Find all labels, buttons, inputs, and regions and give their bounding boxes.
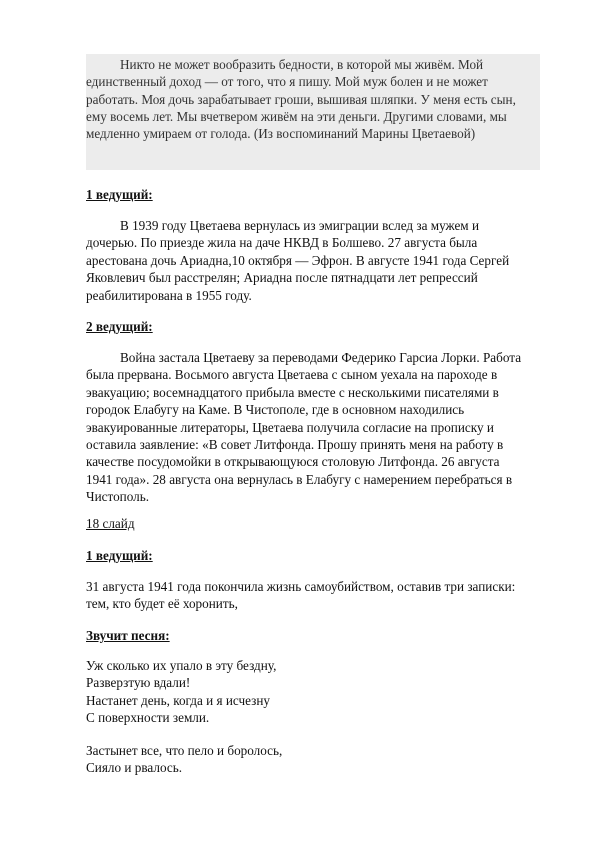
poem-line: Настанет день, когда и я исчезну [86, 692, 271, 708]
paragraph-line: тем, кто будет её хоронить, [86, 596, 238, 612]
quote-line: медленно умираем от голода. (Из воспоминаний Марины Цветаевой) [86, 126, 476, 142]
quote-paragraph [86, 56, 538, 142]
poem-line: Сияло и рвалось. [86, 760, 183, 776]
quote-line: единственный доход — от того, что я пишу. Мой муж болен и не может [86, 74, 488, 90]
poem-stanza-1 [86, 657, 546, 727]
quote-line: работать. Моя дочь зарабатывает гроши, вышивая шляпки. У меня есть сын, [86, 91, 516, 107]
paragraph-line: эвакуацию; восемнадцатого прибыла вместе с несколькими писателями в [86, 384, 499, 400]
paragraph-line: Война застала Цветаеву за переводами Федерико Гарсиа Лорки. Работа [120, 350, 522, 365]
paragraph-line: 31 августа 1941 года покончила жизнь самоубийством, оставив три записки: [86, 579, 516, 594]
poem-line: Уж сколько их упало в эту бездну, [86, 658, 277, 673]
quote-line: Никто не может вообразить бедности, в которой мы живём. Мой [120, 57, 484, 72]
quote-line: ему восемь лет. Мы вчетвером живём на эти деньги. Другими словами, мы [86, 108, 507, 124]
paragraph-line: реабилитирована в 1955 году. [86, 287, 252, 303]
section1-paragraph [86, 217, 546, 304]
poem-stanza-2 [86, 742, 546, 777]
poem-line: С поверхности земли. [86, 710, 210, 726]
paragraph-line: эвакуированные литераторы, Цветаева получила согласие на прописку и [86, 419, 494, 435]
paragraph-line: 1941 года». 28 августа она вернулась в Елабугу с намерением перебраться в [86, 471, 513, 487]
section-heading-host-1: 1 ведущий: [86, 187, 153, 202]
paragraph-line: была прервана. Восьмого августа Цветаева с сыном уехала на пароходе в [86, 367, 498, 383]
section2-paragraph [86, 349, 546, 506]
section3-paragraph [86, 578, 546, 613]
slide-label: 18 слайд [86, 516, 135, 531]
section-heading-host-1-repeat: 1 ведущий: [86, 548, 153, 563]
poem-line: Застынет все, что пело и боролось, [86, 743, 283, 758]
paragraph-line: Яковлевич был расстрелян; Ариадна после пятнадцати лет репрессий [86, 270, 478, 286]
song-heading: Звучит песня: [86, 628, 170, 643]
paragraph-line: арестована дочь Ариадна,10 октября — Эфрон. В августе 1941 года Сергей [86, 252, 510, 268]
paragraph-line: городок Елабугу на Каме. В Чистополе, где в основном находились [86, 402, 465, 418]
paragraph-line: дочерью. По приезде жила на даче НКВД в Болшево. 27 августа была [86, 235, 478, 251]
poem-line: Разверзтую вдали! [86, 675, 191, 691]
paragraph-line: качестве посудомойки в открывающуюся столовую Литфонда. 26 августа [86, 454, 500, 470]
paragraph-line: Чистополь. [86, 489, 150, 505]
paragraph-line: оставила заявление: «В совет Литфонда. Прошу принять меня на работу в [86, 437, 504, 453]
section-heading-host-2: 2 ведущий: [86, 319, 153, 334]
paragraph-line: В 1939 году Цветаева вернулась из эмиграции вслед за мужем и [120, 218, 480, 233]
